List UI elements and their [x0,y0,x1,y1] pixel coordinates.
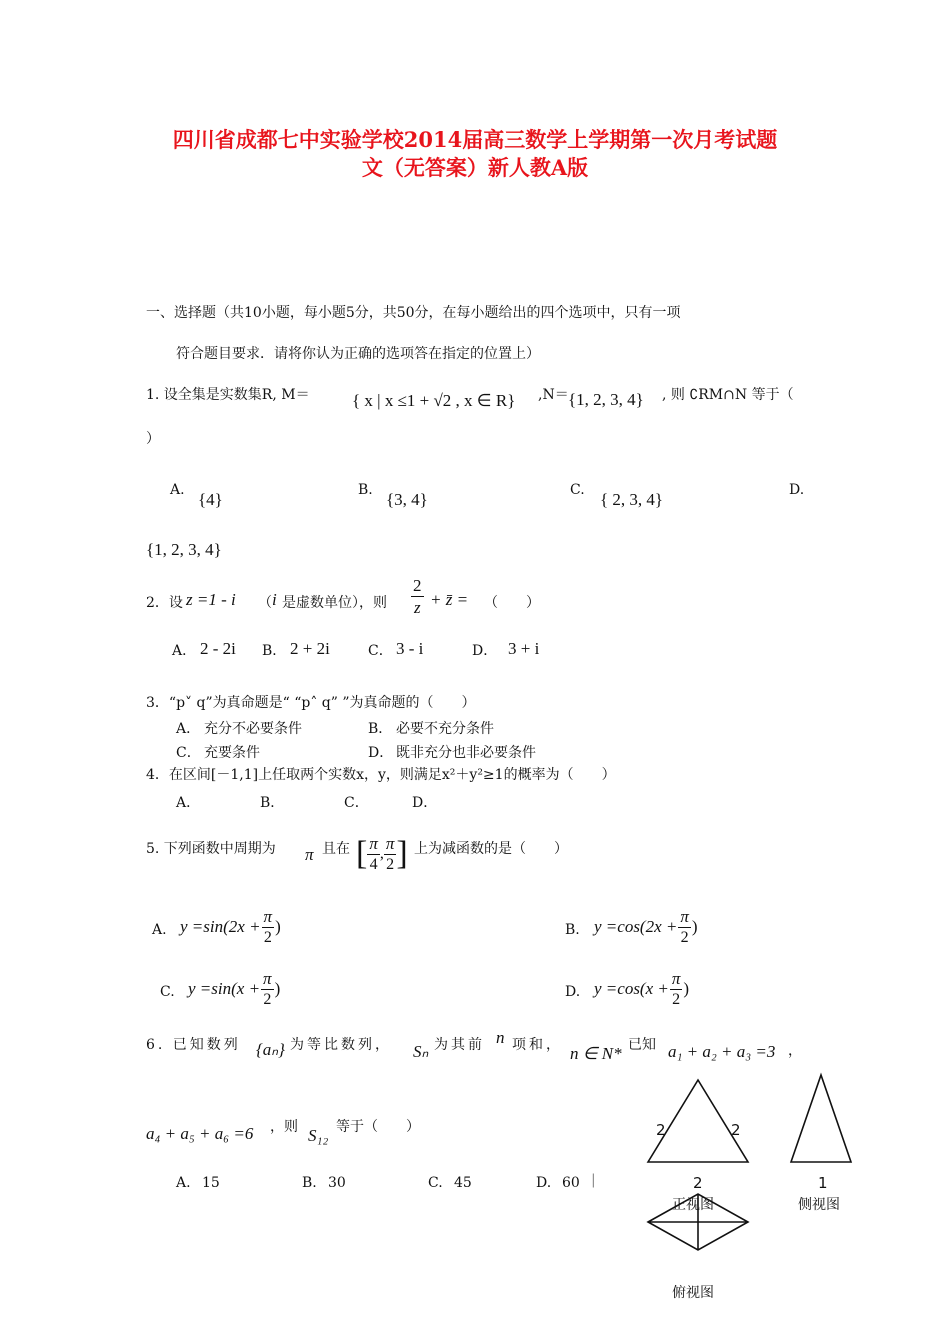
q5-option-c [188,970,280,1008]
q6-text-7: 等于（ ） [336,1119,420,1135]
q5-b-den: 2 [386,856,395,873]
section-heading: 一、选择题（共10小题，每小题5分，共50分，在每小题给出的四个选项中，只有一项 [146,305,681,321]
q2-mid2: 是虚数单位），则 [282,595,387,611]
side-view-triangle [791,1075,851,1162]
q5-option-d-den: 2 [672,991,681,1008]
q2-option-c: 3 - i [396,639,424,658]
q1-option-d: {1, 2, 3, 4} [146,540,222,559]
q5-option-a-pre: y =sin(2x + [180,917,261,936]
side-view-caption: 侧视图 [798,1197,840,1213]
q6-option-d-label: D. [536,1175,552,1191]
q6-sn: Sₙ [413,1042,429,1061]
q3-option-a-label: A． [176,721,201,737]
right-bracket-icon: ] [396,835,408,872]
q6-text-6: ，则 [270,1119,298,1135]
q1-option-c: { 2, 3, 4} [600,490,664,509]
front-view-caption: 正视图 [672,1197,714,1213]
q5-suffix: 上为减函数的是（ ） [414,841,568,857]
q1-option-a: {4} [198,490,223,509]
q5-option-c-num: π [263,969,272,988]
q6-option-c: 45 [454,1175,472,1191]
q6-n: n [496,1028,505,1047]
front-right-edge-label: 2 [731,1121,741,1139]
q6-s12: S₁₂ [308,1126,329,1145]
q6-eq1: a₁ + a₂ + a₃ =3 [668,1042,776,1061]
q5-option-b-den: 2 [680,929,689,946]
q6-option-a-label: A. [176,1175,191,1191]
q6-ncond: n ∈ N* [570,1044,622,1063]
q6-eq2: a₄ + a₅ + a₆ =6 [146,1124,254,1143]
q1-option-a-label: A. [170,482,185,498]
q5-option-a-label: A. [152,922,167,938]
q6-option-a: 15 [202,1175,220,1191]
q5-option-a-post: ) [275,917,281,936]
side-base-label: 1 [818,1174,828,1192]
q5-option-c-den: 2 [263,991,272,1008]
q5-option-d-pre: y =cos(x + [594,979,669,998]
q6-seq: {aₙ} [256,1040,285,1059]
q5-option-d-label: D. [565,984,581,1000]
q5-pi: π [305,845,314,864]
q1-suffix: , 则 ∁RM∩N 等于（ [662,387,794,403]
q2-option-b: 2 + 2i [290,639,330,658]
q1-option-d-label: D. [789,482,805,498]
q5-option-b-label: B. [565,922,580,938]
q6-text-3: 为其前 [434,1037,485,1053]
q3-option-d: 既非充分也非必要条件 [396,745,536,761]
q5-a-num: π [369,834,378,853]
q2-option-b-label: B． [262,643,287,659]
page-title: 四川省成都七中实验学校2014届高三数学上学期第一次月考试题 [172,127,778,152]
q5-option-c-post: ) [274,979,281,998]
q2-option-a: 2 - 2i [200,639,236,658]
q4-option-d: D． [412,795,438,811]
q4-stem: 4．在区间[－1,1]上任取两个实数x，y，则满足x²＋y²≥1的概率为（ ） [146,767,616,783]
q1-set-n: {1, 2, 3, 4} [568,390,644,409]
q5-option-d-post: ) [683,979,690,998]
cursor-bar: | [591,1172,596,1188]
q6-option-d: 60 [562,1175,580,1191]
q5-prefix: 5. 下列函数中周期为 [146,841,276,857]
q5-a-den: 4 [369,856,378,873]
q5-option-c-pre: y =sin(x + [188,979,261,998]
q5-option-a [180,908,281,946]
q2-option-d: 3 + i [508,639,540,658]
q5-option-c-label: C. [160,984,175,1000]
q3-option-b-label: B． [368,721,393,737]
page-subtitle: 文（无答案）新人教A版 [361,155,589,180]
q4-option-b: B． [260,795,285,811]
q3-option-d-label: D． [368,745,394,761]
q2-frac-num: 2 [413,576,422,595]
q3-option-a: 充分不必要条件 [204,721,302,737]
q1-n-label: ,N＝ [538,387,569,403]
q4-option-a: A． [176,795,201,811]
q2-i: i [272,590,277,609]
q2-paren: （ ） [484,595,540,611]
q6-text-2: 为等比数列， [290,1037,392,1053]
q1-close: ） [146,431,160,447]
top-view-caption: 俯视图 [672,1285,714,1301]
section-heading-cont: 符合题目要求．请将你认为正确的选项答在指定的位置上） [176,346,540,362]
q5-option-b-num: π [680,907,689,926]
q3-option-b: 必要不充分条件 [396,721,494,737]
q6-option-b-label: B. [302,1175,317,1191]
q2-fraction [411,577,424,616]
q3-option-c-label: C． [176,745,201,761]
q1-prefix: 1. 设全集是实数集R, M＝ [146,387,310,403]
q6-comma: ， [788,1043,802,1059]
front-left-edge-label: 2 [656,1121,666,1139]
front-base-label: 2 [693,1174,703,1192]
q3-stem: 3．“p˅ q”为真命题是“ “p˄ q” ”为真命题的（ ） [146,695,476,711]
q4-option-c: C． [344,795,369,811]
q5-option-d [594,970,689,1008]
q2-mid: （ [258,595,272,611]
q6-option-c-label: C. [428,1175,443,1191]
q6-text-1: 6. 已知数列 [146,1037,241,1053]
q5-option-b-pre: y =cos(2x + [594,917,678,936]
q1-option-b-label: B. [358,482,373,498]
q2-expr: z =1 - i [186,590,236,609]
q1-option-c-label: C. [570,482,585,498]
q5-option-a-num: π [263,907,273,926]
q2-plus-zbar: + z̄ = [430,590,469,609]
q5-b-num: π [385,834,395,853]
q5-option-b [594,908,698,946]
q6-text-5: 已知 [628,1037,656,1053]
q5-interval: [ $\frac{\pi}{4}$ , $\frac{\pi}{2}$ ] [356,834,408,873]
q5-option-a-den: 2 [263,929,272,946]
q3-option-c: 充要条件 [204,745,260,761]
q6-text-4: 项和， [512,1037,563,1053]
q2-option-a-label: A． [172,643,197,659]
q1-set-m: { x | x ≤1 + √2 , x ∈ R} [352,391,516,410]
q2-frac-den: z [413,598,421,617]
q2-prefix: 2．设 [146,595,183,611]
q5-mid: 且在 [322,841,350,857]
q5-option-b-post: ) [691,917,698,936]
q5-option-d-num: π [671,969,681,988]
q6-option-b: 30 [328,1175,346,1191]
q2-option-d-label: D． [472,643,498,659]
left-bracket-icon: [ [356,835,368,872]
q1-option-b: {3, 4} [386,490,428,509]
q2-option-c-label: C． [368,643,393,659]
